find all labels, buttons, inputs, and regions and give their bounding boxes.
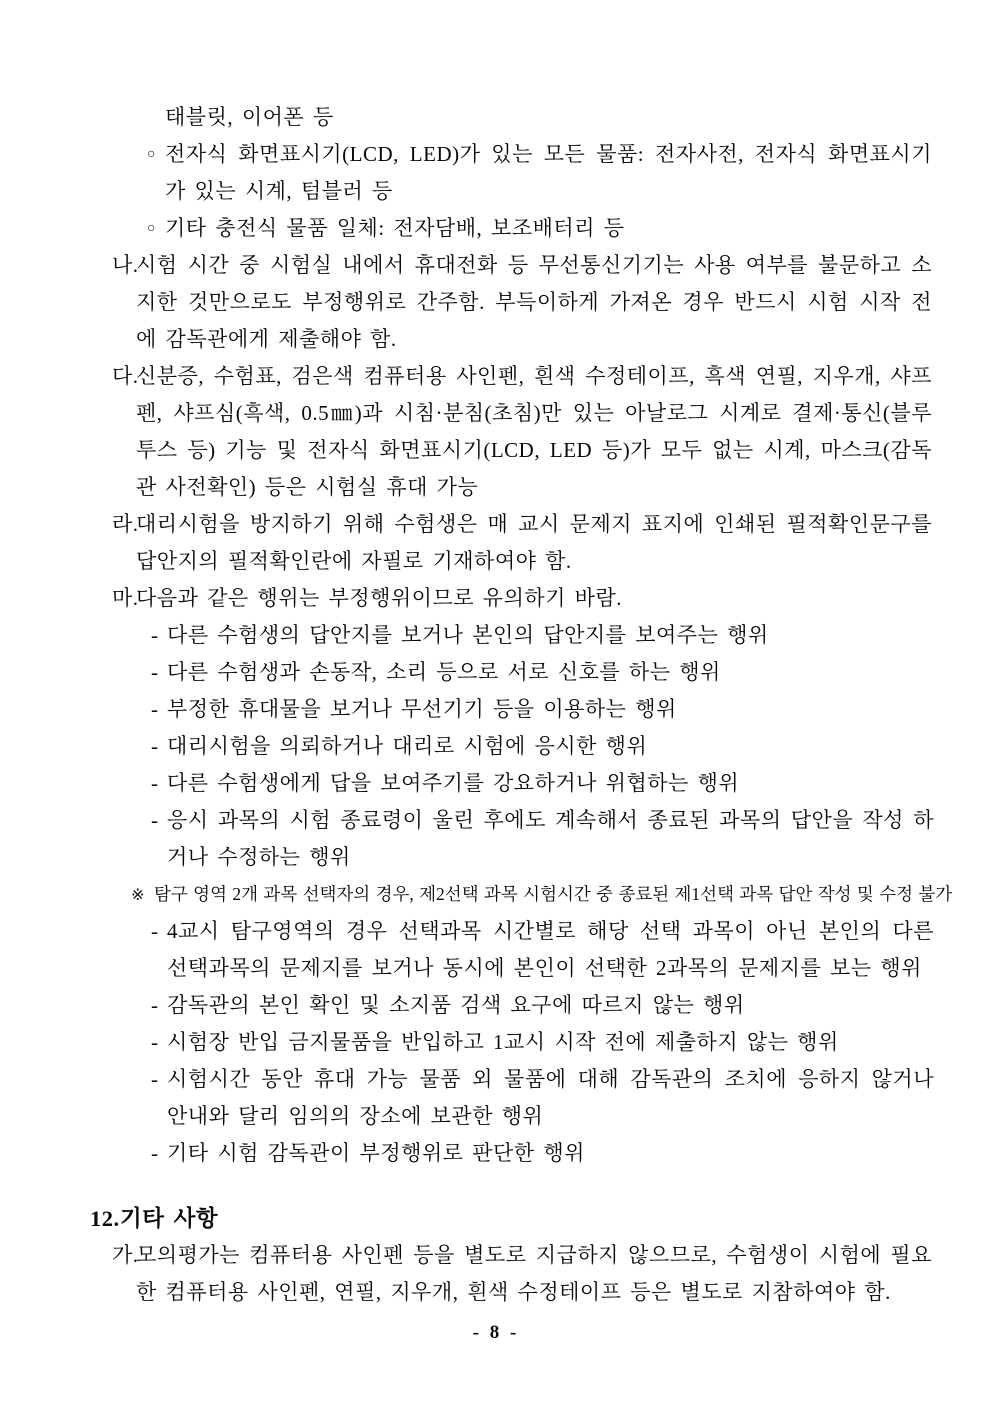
- dash-list-item: [0, 617, 992, 654]
- list-item-continuation: [0, 99, 992, 136]
- list-item-text: 다른 수험생의 답안지를 보거나 본인의 답안지를 보여주는 행위: [167, 623, 769, 647]
- reference-mark-icon: ※: [131, 887, 145, 904]
- reference-note: [0, 876, 992, 913]
- list-item-text: 기타 시험 감독관이 부정행위로 판단한 행위: [167, 1141, 585, 1165]
- list-item-na: [0, 247, 992, 358]
- dash-bullet-icon: -: [151, 1141, 159, 1165]
- item-label: 다.: [112, 364, 139, 388]
- item-label: 마.: [112, 586, 139, 610]
- section-title: 기타 사항: [120, 1206, 219, 1231]
- list-item-circle: [0, 136, 992, 210]
- list-item-text: 다른 수험생에게 답을 보여주기를 강요하거나 위협하는 행위: [167, 771, 740, 795]
- dash-list-item: [0, 1061, 992, 1135]
- dash-list-item: [0, 691, 992, 728]
- list-item-text: 시험장 반입 금지물품을 반입하고 1교시 시작 전에 제출하지 않는 행위: [167, 1030, 839, 1054]
- list-item-text: 응시 과목의 시험 종료령이 울린 후에도 계속해서 종료된 과목의 답안을 작성 하거나 수정하는 행위: [167, 808, 934, 869]
- dash-list-item: [0, 654, 992, 691]
- document-body: [0, 99, 992, 1311]
- list-item-text: 태블릿, 이어폰 등: [165, 105, 334, 129]
- dash-bullet-icon: -: [151, 771, 159, 795]
- list-item-ma: [0, 580, 992, 617]
- circle-bullet-icon: ○: [147, 147, 156, 162]
- dash-list-item: [0, 987, 992, 1024]
- dash-list-item: [0, 728, 992, 765]
- note-text: 탐구 영역 2개 과목 선택자의 경우, 제2선택 과목 시험시간 중 종료된 제1선택 과목 답안 작성 및 수정 불가: [154, 884, 953, 904]
- list-item-text: 모의평가는 컴퓨터용 사인펜 등을 별도로 지급하지 않으므로, 수험생이 시험에 필요한 컴퓨터용 사인펜, 연필, 지우개, 흰색 수정테이프 등은 별도로 지참하여야 함.: [136, 1243, 932, 1304]
- page-number: - 8 -: [472, 1322, 520, 1343]
- dash-bullet-icon: -: [151, 1030, 159, 1054]
- list-item-da: [0, 358, 992, 506]
- list-item-text: 전자식 화면표시기(LCD, LED)가 있는 모든 물품: 전자사전, 전자식 화면표시기가 있는 시계, 텀블러 등: [165, 142, 932, 203]
- list-item-text: 다른 수험생과 손동작, 소리 등으로 서로 신호를 하는 행위: [167, 660, 721, 684]
- dash-list-item: [0, 765, 992, 802]
- list-item-text: 신분증, 수험표, 검은색 컴퓨터용 사인펜, 흰색 수정테이프, 흑색 연필, 지우개, 샤프펜, 샤프심(흑색, 0.5㎜)과 시침·분침(초침)만 있는 아날로그 시계로 결제·통신(블루투스 등) 기능 및 전자식 화면표시기(LCD, LED 등)가 모두 없는 시계, 마스크(감독관 사전확인) 등은 시험실 휴대 가능: [136, 364, 932, 499]
- dash-list-item: [0, 913, 992, 987]
- list-item-text: 시험 시간 중 시험실 내에서 휴대전화 등 무선통신기기는 사용 여부를 불문하고 소지한 것만으로도 부정행위로 간주함. 부득이하게 가져온 경우 반드시 시험 시작 전에 감독관에게 제출해야 함.: [136, 253, 932, 351]
- list-item-text: 부정한 휴대물을 보거나 무선기기 등을 이용하는 행위: [167, 697, 677, 721]
- dash-bullet-icon: -: [151, 1067, 159, 1091]
- list-item-text: 기타 충전식 물품 일체: 전자담배, 보조배터리 등: [165, 216, 625, 240]
- dash-list-item: [0, 1135, 992, 1172]
- list-item-circle: [0, 210, 992, 247]
- list-item-text: 대리시험을 방지하기 위해 수험생은 매 교시 문제지 표지에 인쇄된 필적확인문구를 답안지의 필적확인란에 자필로 기재하여야 함.: [136, 512, 932, 573]
- list-item-text: 감독관의 본인 확인 및 소지품 검색 요구에 따르지 않는 행위: [167, 993, 745, 1017]
- dash-bullet-icon: -: [151, 660, 159, 684]
- list-item-ra: [0, 506, 992, 580]
- section-number: 12.: [90, 1206, 120, 1231]
- list-item-text: 대리시험을 의뢰하거나 대리로 시험에 응시한 행위: [167, 734, 648, 758]
- dash-list-item: [0, 1024, 992, 1061]
- dash-bullet-icon: -: [151, 623, 159, 647]
- dash-bullet-icon: -: [151, 808, 159, 832]
- dash-list-item: [0, 802, 992, 876]
- dash-bullet-icon: -: [151, 993, 159, 1017]
- list-item-ga: [0, 1237, 992, 1311]
- dash-bullet-icon: -: [151, 919, 159, 943]
- list-item-text: 4교시 탐구영역의 경우 선택과목 시간별로 해당 선택 과목이 아닌 본인의 다른 선택과목의 문제지를 보거나 동시에 본인이 선택한 2과목의 문제지를 보는 행위: [167, 919, 934, 980]
- section-heading-12: [0, 1200, 992, 1237]
- list-item-text: 다음과 같은 행위는 부정행위이므로 유의하기 바람.: [136, 586, 623, 610]
- dash-bullet-icon: -: [151, 697, 159, 721]
- dash-bullet-icon: -: [151, 734, 159, 758]
- circle-bullet-icon: ○: [147, 221, 156, 236]
- item-label: 가.: [112, 1243, 139, 1267]
- item-label: 나.: [112, 253, 139, 277]
- item-label: 라.: [112, 512, 139, 536]
- list-item-text: 시험시간 동안 휴대 가능 물품 외 물품에 대해 감독관의 조치에 응하지 않거나 안내와 달리 임의의 장소에 보관한 행위: [167, 1067, 934, 1128]
